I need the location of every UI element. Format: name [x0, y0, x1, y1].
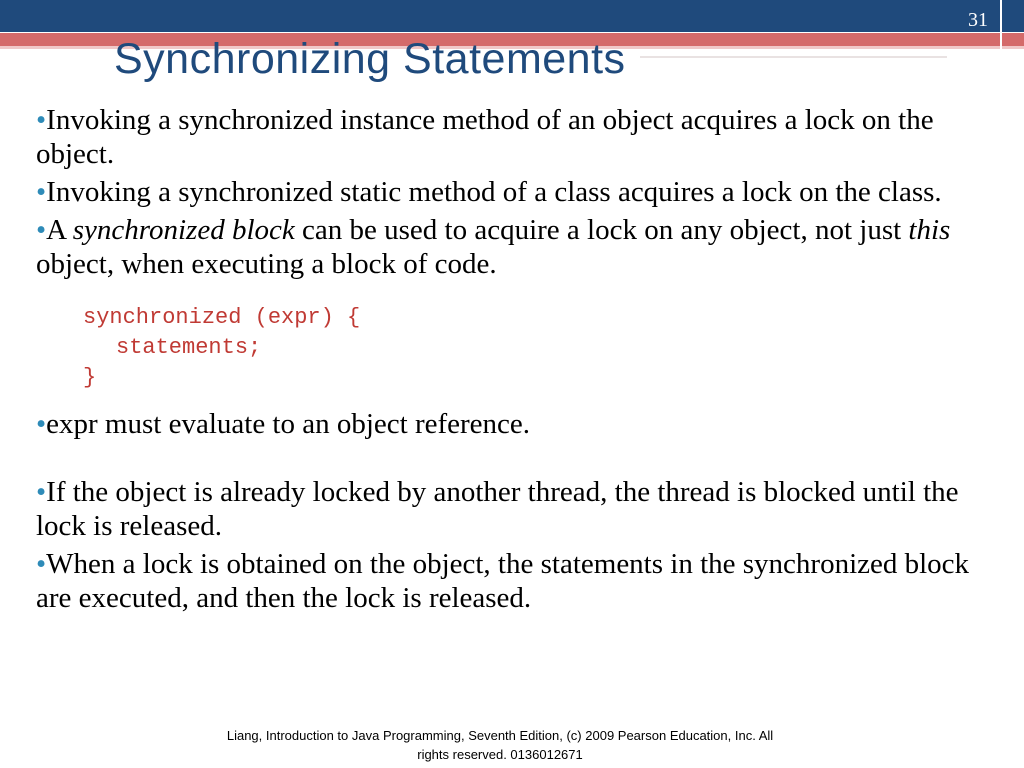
bullet-icon: •: [36, 476, 47, 508]
header-bar: [0, 0, 1024, 32]
footer-copyright: Liang, Introduction to Java Programming, Seventh Edition, (c) 2009 Pearson Education, Inc. All rights reserved. 0136012671: [226, 728, 774, 762]
emphasis-synchronized-block: synchronized block: [72, 214, 295, 246]
code-line: }: [83, 365, 97, 390]
slide-number: 31: [968, 9, 988, 31]
bullet-item: •Invoking a synchronized instance method of an object acquires a lock on the object.: [36, 104, 934, 170]
bullet-icon: •: [36, 176, 47, 208]
code-line: statements;: [116, 335, 262, 360]
bullet-item: •Invoking a synchronized static method of a class acquires a lock on the class.: [36, 176, 942, 208]
bullet-item: •expr must evaluate to an object reference.: [36, 408, 531, 440]
bullet-icon: •: [36, 104, 47, 136]
emphasis-this: this: [908, 214, 951, 246]
bullet-icon: •: [36, 214, 47, 246]
slide-body: [36, 103, 1006, 619]
bullet-item: •When a lock is obtained on the object, the statements in the synchronized block are executed, and then the lock is released.: [36, 548, 970, 614]
code-line: synchronized (expr) {: [83, 305, 361, 330]
bullet-item: •If the object is already locked by another thread, the thread is blocked until the lock is released.: [36, 476, 959, 542]
bullet-icon: •: [36, 548, 47, 580]
bullet-item: •A synchronized block can be used to acquire a lock on any object, not just this object, when executing a block of code.: [36, 214, 951, 280]
title-decor-line-2: [640, 64, 947, 66]
bullet-icon: •: [36, 408, 47, 440]
title-decor-line: [640, 56, 947, 58]
code-block: [83, 303, 1006, 393]
spacer: [36, 445, 1006, 475]
header-vertical-line: [1000, 0, 1002, 72]
slide-title: Synchronizing Statements: [114, 35, 626, 83]
